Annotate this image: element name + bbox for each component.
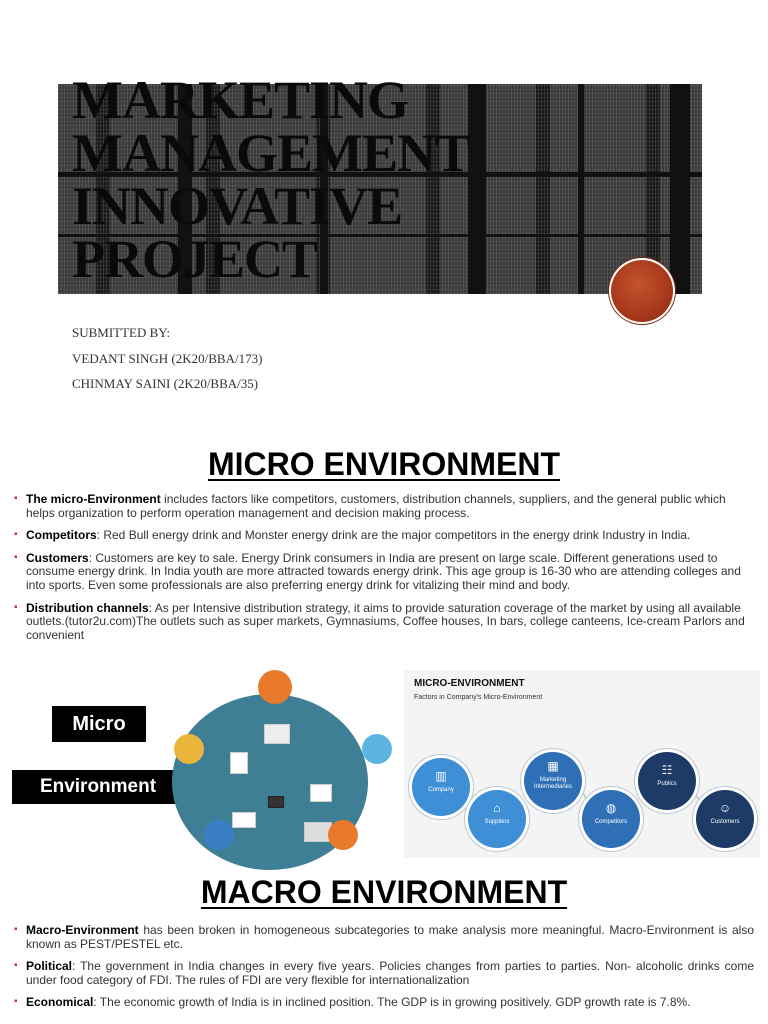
micro-label: Micro: [52, 706, 146, 742]
people-icon: ☷: [661, 763, 673, 777]
node-label: Marketing Intermediaries: [533, 777, 572, 790]
title-line: MANAGEMENT: [72, 123, 470, 183]
person-icon: [204, 820, 234, 850]
node-marketing-intermediaries: [524, 752, 582, 810]
bullet-term: Distribution channels: [26, 600, 149, 615]
list-item: [14, 493, 754, 520]
user-icon: ☺: [718, 801, 732, 815]
node-customers: [696, 790, 754, 848]
bullet-term: Macro-Environment: [26, 923, 139, 937]
title-line: MARKETING: [72, 70, 409, 130]
store-icon: ▦: [547, 759, 559, 773]
bullet-text: : As per Intensive distribution strategy, it aims to provide saturation coverage of the market by using all available outlets.(tutor2u.com)The outlets such as super markets, Gymnasiums, Coffee houses, In bars, college canteens, Ice-cream Parlors and convenient: [26, 600, 745, 642]
bullet-text: : The economic growth of India is in inclined position. The GDP is in growing positively. GDP growth rate is 7.8%.: [93, 995, 691, 1010]
decorative-red-circle: [609, 258, 675, 324]
person-icon: [362, 734, 392, 764]
micro-bullet-list: [14, 493, 754, 651]
building-icon: ▥: [435, 769, 447, 783]
node-competitors: [582, 790, 640, 848]
bullet-text: has been broken in homogeneous subcategories to make analysis more meaningful. Macro-Environment is also known as PEST/PESTEL etc.: [26, 923, 754, 951]
micro-environment-heading: [0, 446, 768, 483]
macro-environment-heading: [0, 874, 768, 911]
bullet-text: : Red Bull energy drink and Monster energy drink are the major competitors in the energy drink Industry in India.: [96, 528, 691, 543]
bullet-text: includes factors like competitors, customers, distribution channels, suppliers, and the general public which helps organization to perform operation management and decision making process.: [26, 492, 726, 520]
factory-icon: ⌂: [493, 801, 501, 815]
title-line: PROJECT: [72, 229, 318, 289]
bullet-text: : Customers are key to sale. Energy Drink consumers in India are present on large scale. Different generations used to consume energy drink. In India youth are more attracted towards energy drink. This age group is 16-30 who are attending colleges and into sports. Even some professionals are also preferring energy drink for vitalizing their mind and body.: [26, 550, 741, 592]
node-label: Customers: [710, 819, 740, 825]
list-item: [14, 924, 754, 951]
list-item: [14, 552, 754, 593]
bullet-term: Competitors: [26, 528, 97, 543]
person-icon: [328, 820, 358, 850]
person-icon: [258, 670, 292, 704]
globe-icon: ◍: [605, 801, 617, 815]
diagram-title: MICRO-ENVIRONMENT: [414, 678, 525, 689]
submitted-by-label: SUBMITTED BY:: [72, 325, 171, 340]
heading-text: MICRO ENVIRONMENT: [208, 446, 560, 482]
micro-environment-illustration: [10, 670, 398, 860]
node-label: Suppliers: [484, 819, 510, 825]
title-line: INNOVATIVE: [72, 176, 403, 236]
heading-text: MACRO ENVIRONMENT: [200, 874, 568, 910]
node-label: Publics: [657, 781, 677, 787]
slide-title: [72, 70, 632, 289]
node-company: [412, 758, 470, 816]
bullet-term: Economical: [26, 995, 94, 1010]
node-publics: [638, 752, 696, 810]
node-label: Company: [428, 787, 454, 793]
macro-bullet-list: [14, 924, 754, 1019]
student-name: VEDANT SINGH (2K20/BBA/173): [72, 351, 263, 366]
environment-label: Environment: [12, 770, 184, 804]
micro-environment-diagram: [404, 670, 760, 858]
person-icon: [174, 734, 204, 764]
student-name: CHINMAY SAINI (2K20/BBA/35): [72, 376, 259, 391]
node-label: Competitors: [594, 819, 628, 825]
bullet-term: Customers: [26, 550, 89, 565]
list-item: [14, 960, 754, 987]
list-item: [14, 996, 754, 1010]
bullet-term: The micro-Environment: [26, 492, 161, 506]
bullet-text: : The government in India changes in every five years. Policies changes from parties to parties. Non- alcoholic drinks come under food category of FDI. The rules of FDI are very flexible for internationalization: [26, 959, 754, 987]
bullet-term: Political: [26, 959, 73, 974]
diagram-subtitle: Factors in Company's Micro-Environment: [414, 694, 543, 701]
list-item: [14, 602, 754, 643]
list-item: [14, 529, 754, 543]
node-suppliers: [468, 790, 526, 848]
